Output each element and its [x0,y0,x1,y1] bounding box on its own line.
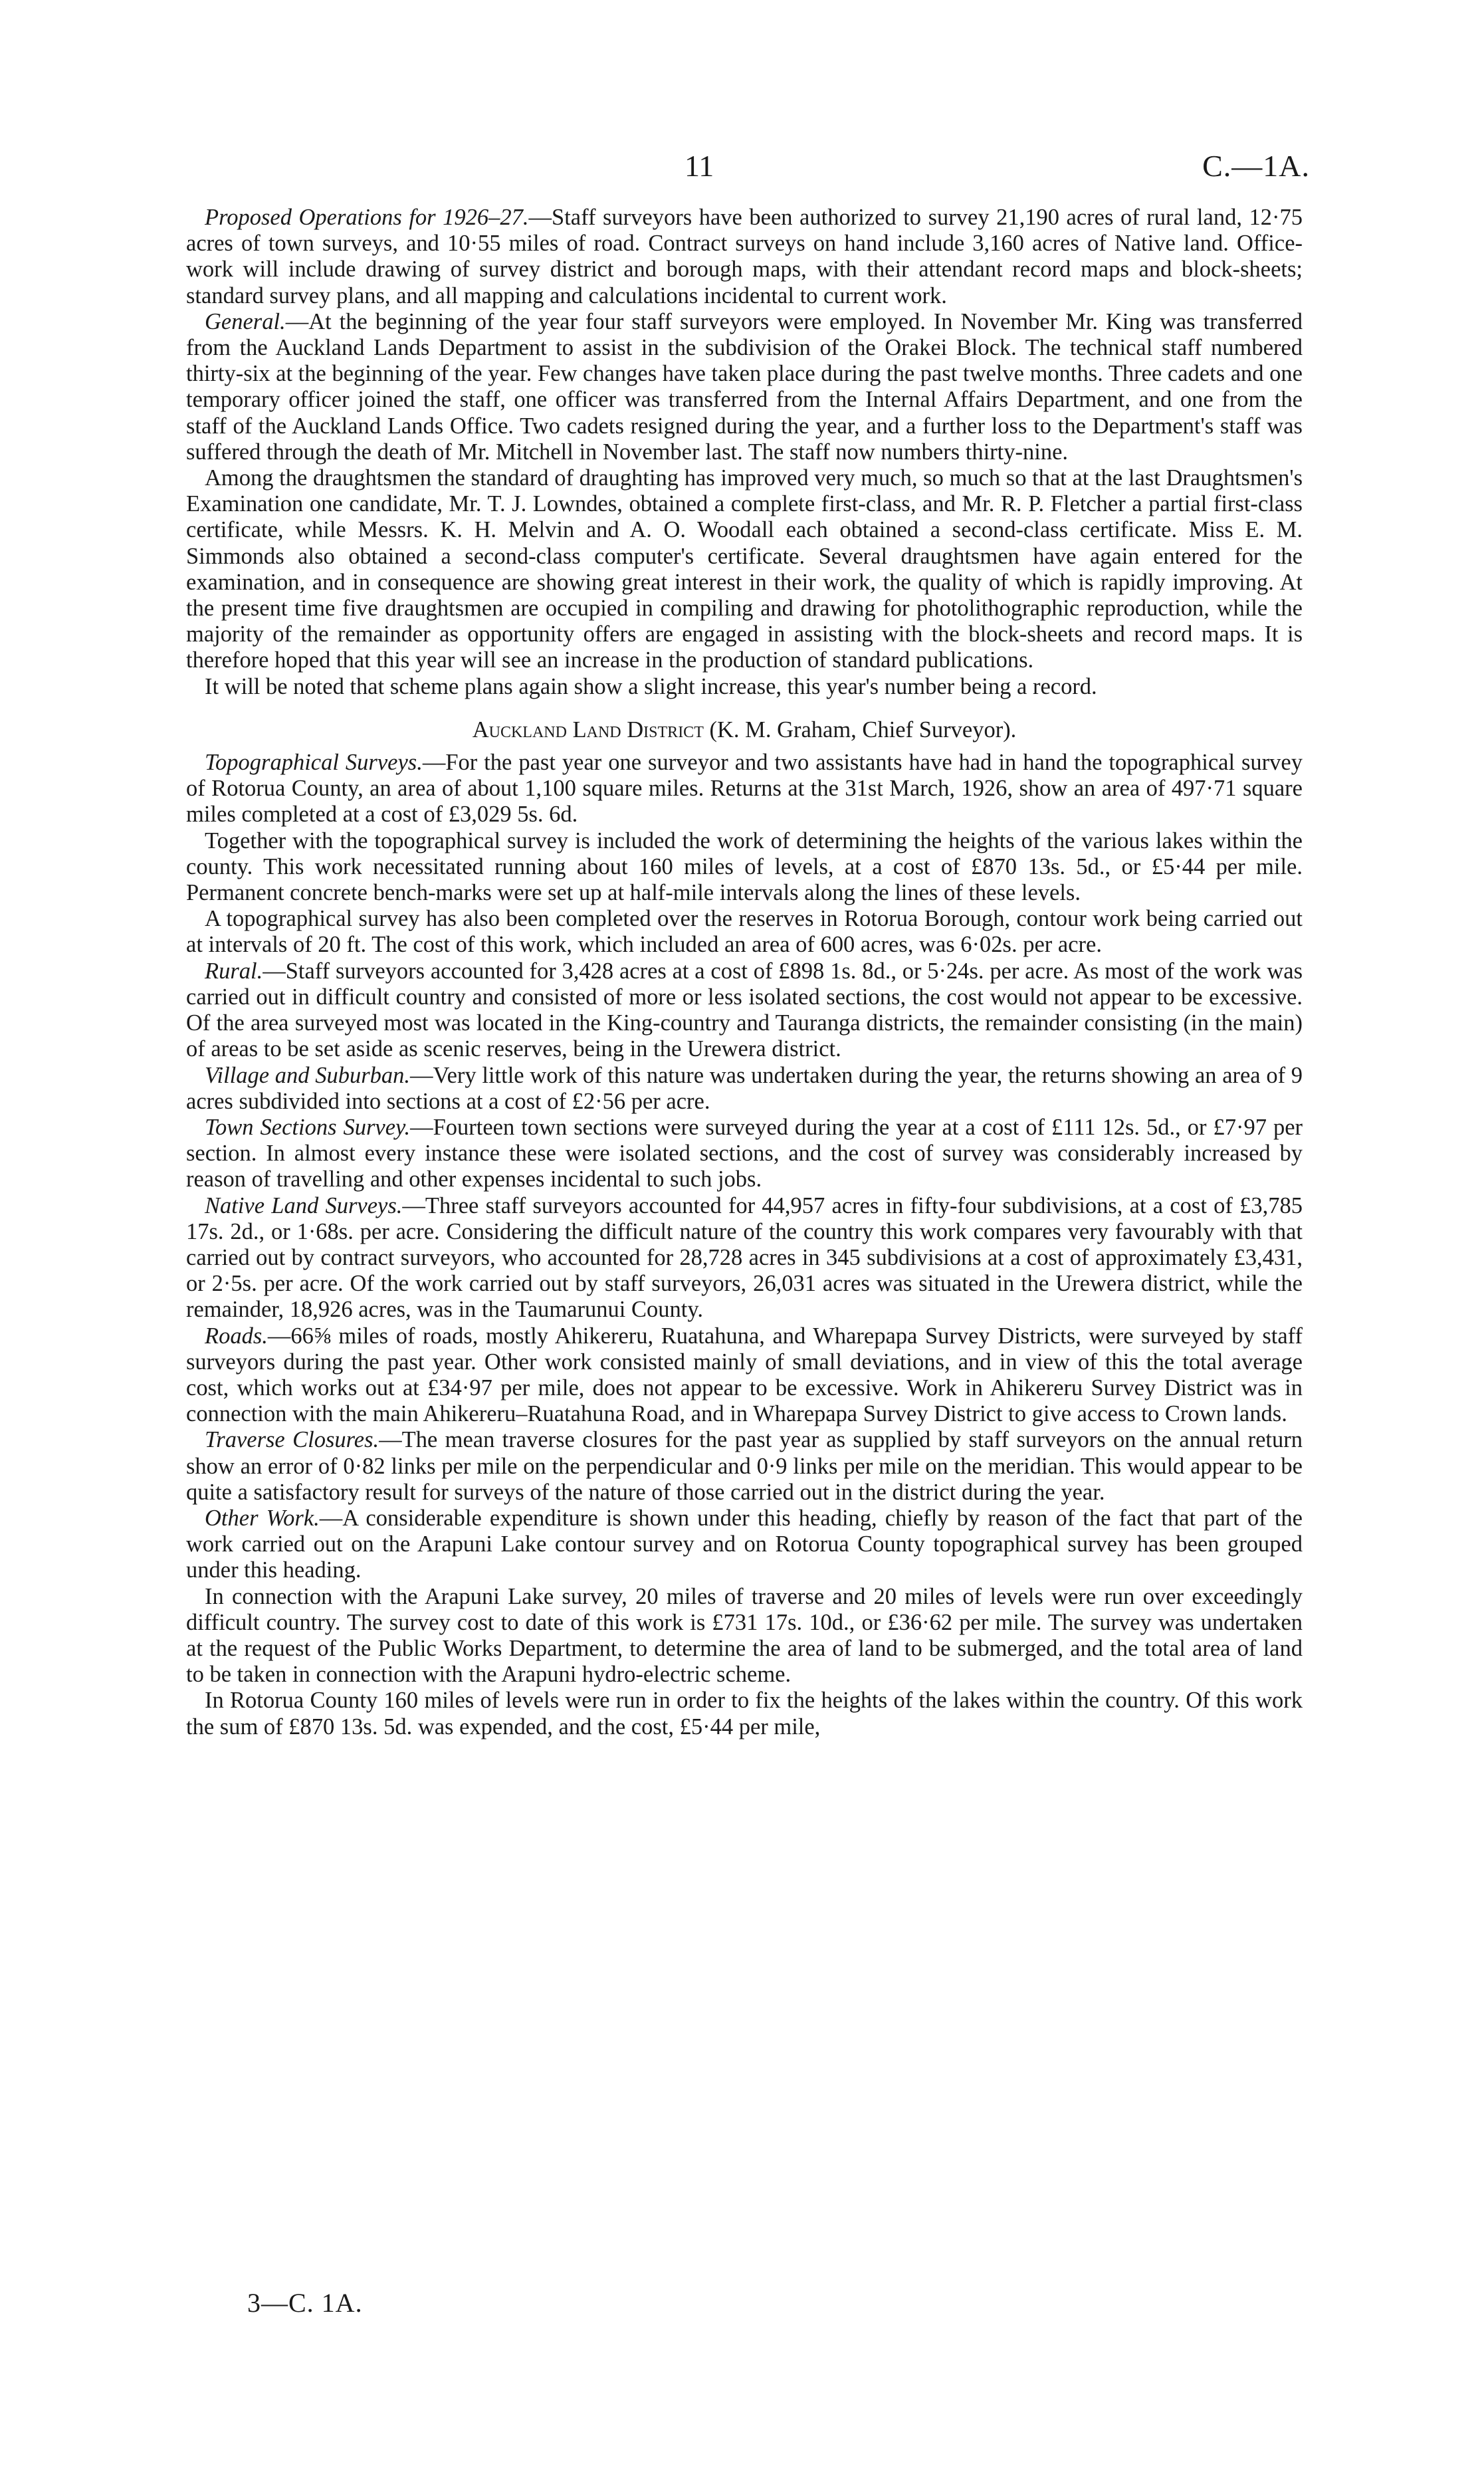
paragraph-scheme-plans [186,674,1303,700]
paragraph-text: Among the draughtsmen the standard of draughting has improved very much, so much so that at the last Draughtsmen's Examination one candidate, Mr. T. J. Lowndes, obtained a complete first-class, and Mr. R. P. Fletcher a partial first-class certificate, while Messrs. K. H. Melvin and A. O. Woodall each obtained a second-class certificate. Miss E. M. Simmonds also obtained a second-class computer's certificate. Several draughtsmen have again entered for the examination, and in consequence are showing great interest in their work, the quality of which is rapidly improving. At the present time five draughtsmen are occupied in compiling and drawing for photolithographic reproduction, while the majority of the remainder as opportunity offers are engaged in assisting with the block-sheets and record maps. It is therefore hoped that this year will see an increase in the production of standard publications. [186,465,1303,673]
paragraph-lead: Town Sections Survey. [205,1114,411,1140]
paragraph-text: In Rotorua County 160 miles of levels were run in order to fix the heights of the lakes within the country. Of this work the sum of £870 13s. 5d. was expended, and the cost, £5·44 per mile, [186,1688,1303,1739]
paragraph-text: —Staff surveyors have been authorized to survey 21,190 acres of rural land, 12·75 acres of town surveys, and 10·55 miles of road. Contract surveys on hand include 3,160 acres of Native land. Office-work will include drawing of survey district and borough maps, with their attendant record maps and block-sheets; standard survey plans, and all mapping and calculations incidental to current work. [186,205,1303,308]
paragraph-arapuni [186,1584,1303,1688]
paragraph-text: Together with the topographical survey is included the work of determining the heights of the various lakes within the county. This work necessitated running about 160 miles of levels, at a cost of £870 13s. 5d., or £5·44 per mile. Permanent concrete bench-marks were set up at half-mile intervals along the lines of these levels. [186,828,1303,906]
section-heading [186,717,1303,743]
paragraph-text: —The mean traverse closures for the past year as supplied by staff surveyors on the annual return show an error of 0·82 links per mile on the perpendicular and 0·9 links per mile on the meridian. This would appear to be quite a satisfactory result for surveys of the nature of those carried out in the district during the year. [186,1427,1303,1505]
paragraph-lead: Traverse Closures. [205,1427,379,1453]
paragraph-lead: Native Land Surveys. [205,1192,403,1218]
paragraph-other-work [186,1506,1303,1584]
paragraph-village-suburban [186,1063,1303,1115]
paragraph-lead: Proposed Operations for 1926–27. [205,205,529,230]
paragraph-lead: Village and Suburban. [205,1062,411,1088]
paragraph-draughtsmen [186,465,1303,674]
paragraph-traverse-closures [186,1427,1303,1506]
paragraph-general [186,309,1303,465]
page-number: 11 [685,149,714,183]
section-officer: (K. M. Graham, Chief Surveyor). [709,717,1017,742]
paragraph-topographical-surveys [186,750,1303,828]
paragraph-text: It will be noted that scheme plans again show a slight increase, this year's number being a record. [205,673,1097,699]
paragraph-rotorua-levels [186,1688,1303,1739]
paragraph-text: —For the past year one surveyor and two assistants have had in hand the topographical survey of Rotorua County, an area of about 1,100 square miles. Returns at the 31st March, 1926, show an area of 497·71 square miles completed at a cost of £3,029 5s. 6d. [186,750,1303,828]
paragraph-rural [186,958,1303,1063]
document-reference: C.—1A. [1202,149,1310,183]
paragraph-text: —66⅝ miles of roads, mostly Ahikereru, Ruatahuna, and Wharepapa Survey Districts, were surveyed by staff surveyors during the past year. Other work consisted mainly of small deviations, and in view of this the total average cost, which works out at £34·97 per mile, does not appear to be excessive. Work in Ahikereru Survey District was in connection with the main Ahikereru–Ruatahuna Road, and in Wharepapa Survey District to give access to Crown lands. [186,1323,1303,1427]
paragraph-lead: General. [205,308,286,334]
paragraph-text: In connection with the Arapuni Lake survey, 20 miles of traverse and 20 miles of levels were run over exceedingly difficult country. The survey cost to date of this work is £731 17s. 10d., or £36·62 per mile. The survey was undertaken at the request of the Public Works Department, to determine the area of land to be submerged, and the total area of land to be taken in connection with the Arapuni hydro-electric scheme. [186,1583,1303,1688]
paragraph-lead: Rural. [205,958,263,984]
paragraph-text: —Staff surveyors accounted for 3,428 acres at a cost of £898 1s. 8d., or 5·24s. per acre. As most of the work was carried out in difficult country and consisted of more or less isolated sections, the cost would not appear to be excessive. Of the area surveyed most was located in the King-country and Tauranga districts, the remainder consisting (in the main) of areas to be set aside as scenic reserves, being in the Urewera district. [186,958,1303,1062]
paragraph-lead: Other Work. [205,1505,320,1531]
paragraph-town-sections [186,1115,1303,1193]
paragraph-lead: Topographical Surveys. [205,750,423,776]
paragraph-text: —A considerable expenditure is shown under this heading, chiefly by reason of the fact that part of the work carried out on the Arapuni Lake contour survey and on Rotorua County topographical survey has been grouped under this heading. [186,1505,1303,1583]
paragraph-rotorua-borough [186,906,1303,958]
paragraph-text: —Fourteen town sections were surveyed during the year at a cost of £111 12s. 5d., or £7·97 per section. In almost every instance these were isolated sections, and the cost of survey was considerably increased by reason of travelling and other expenses incidental to such jobs. [186,1114,1303,1192]
paragraph-text: A topographical survey has also been completed over the reserves in Rotorua Borough, contour work being carried out at intervals of 20 ft. The cost of this work, which included an area of 600 acres, was 6·02s. per acre. [186,906,1303,958]
paragraph-native-land [186,1193,1303,1323]
document-body [186,205,1303,1740]
signature-mark: 3—C. 1A. [247,2288,363,2318]
paragraph-text: —At the beginning of the year four staff surveyors were employed. In November Mr. King was transferred from the Auckland Lands Department to assist in the subdivision of the Orakei Block. The technical staff numbered thirty-six at the beginning of the year. Few changes have taken place during the past twelve months. Three cadets and one temporary officer joined the staff, one officer was transferred from the Internal Affairs Department, and one from the staff of the Auckland Lands Office. Two cadets resigned during the year, and a further loss to the Department's staff was suffered through the death of Mr. Mitchell in November last. The staff now numbers thirty-nine. [186,308,1303,465]
paragraph-lead: Roads. [205,1323,268,1349]
paragraph-proposed-operations [186,205,1303,309]
paragraph-text: —Very little work of this nature was undertaken during the year, the returns showing an area of 9 acres subdivided into sections at a cost of £2·56 per acre. [186,1062,1303,1114]
section-district: Auckland Land District [472,717,704,742]
page-header [0,146,1484,186]
paragraph-text: —Three staff surveyors accounted for 44,957 acres in fifty-four subdivisions, at a cost of £3,785 17s. 2d., or 1·68s. per acre. Considering the difficult nature of the country this work compares very favourably with that carried out by contract surveyors, who accounted for 28,728 acres in 345 subdivisions at a cost of approximately £3,431, or 2·5s. per acre. Of the work carried out by staff surveyors, 26,031 acres was situated in the Urewera district, while the remainder, 18,926 acres, was in the Taumarunui County. [186,1192,1303,1323]
paragraph-lake-heights [186,828,1303,907]
paragraph-roads [186,1323,1303,1428]
